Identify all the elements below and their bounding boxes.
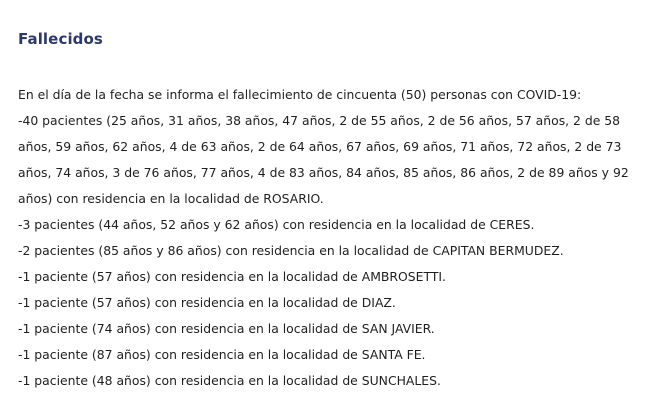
- report-line-diaz: -1 paciente (57 años) con residencia en la localidad de DIAZ.: [18, 295, 396, 310]
- report-line-ceres: -3 pacientes (44 años, 52 años y 62 años) con residencia en la localidad de CERES.: [18, 217, 535, 232]
- report-body: [18, 82, 638, 394]
- report-line-santa-fe: -1 paciente (87 años) con residencia en la localidad de SANTA FE.: [18, 347, 426, 362]
- report-line-sunchales: -1 paciente (48 años) con residencia en la localidad de SUNCHALES.: [18, 373, 441, 388]
- report-line-rosario: -40 pacientes (25 años, 31 años, 38 años, 47 años, 2 de 55 años, 2 de 56 años, 57 años, 2 de 58 años, 59 años, 62 años, 4 de 63 años, 2 de 64 años, 67 años, 69 años, 71 años, 72 años, 2 de 73 años, 74 años, 3 de 76 años, 77 años, 4 de 83 años, 84 años, 85 años, 86 años, 2 de 89 años y 92 años) con residencia en la localidad de ROSARIO.: [18, 113, 629, 206]
- report-line-capitan-bermudez: -2 pacientes (85 años y 86 años) con residencia en la localidad de CAPITAN BERMUDEZ.: [18, 243, 564, 258]
- section-title: Fallecidos: [18, 30, 103, 48]
- intro-paragraph: En el día de la fecha se informa el fallecimiento de cincuenta (50) personas con COVID-19:: [18, 87, 582, 102]
- document: [18, 30, 638, 394]
- report-line-san-javier: -1 paciente (74 años) con residencia en la localidad de SAN JAVIER.: [18, 321, 435, 336]
- report-line-ambrosetti: -1 paciente (57 años) con residencia en la localidad de AMBROSETTI.: [18, 269, 446, 284]
